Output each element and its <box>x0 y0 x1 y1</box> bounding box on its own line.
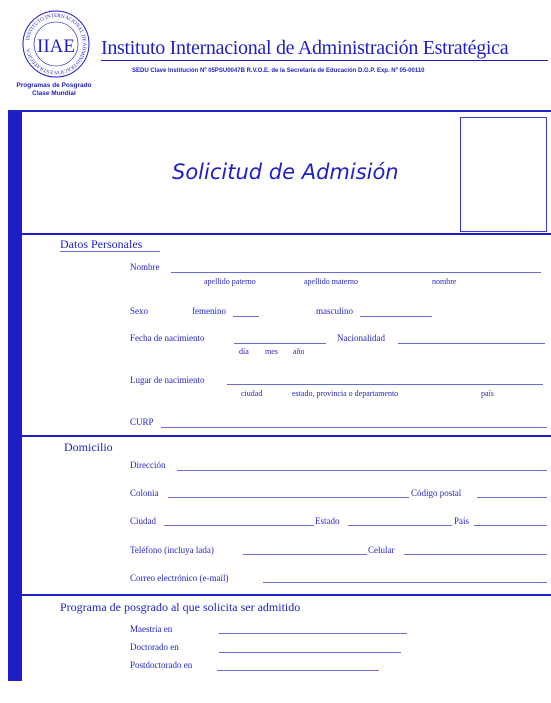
sexo-label: Sexo <box>130 306 148 316</box>
fecha-sub-ano: año <box>293 347 305 356</box>
ciudad-label: Ciudad <box>130 516 156 526</box>
nombre-sub-nombre: nombre <box>432 277 457 286</box>
fecha-sub-dia: día <box>239 347 249 356</box>
correo-field[interactable] <box>263 582 547 583</box>
masculino-label: masculino <box>316 306 353 316</box>
institution-logo <box>18 6 94 82</box>
correo-label: Correo electrónico (e-mail) <box>130 573 229 583</box>
masculino-field[interactable] <box>360 316 432 317</box>
telefono-label: Teléfono (incluya lada) <box>130 545 214 555</box>
colonia-label: Colonia <box>130 488 159 498</box>
top-rule <box>22 110 551 112</box>
lugar-sub-ciudad: ciudad <box>241 389 263 398</box>
doctorado-field[interactable] <box>219 652 401 653</box>
tagline-programs: Programas de Posgrado <box>16 82 92 89</box>
femenino-field[interactable] <box>233 316 259 317</box>
section-heading-programa: Programa de posgrado al que solicita ser admitido <box>60 600 301 614</box>
tagline-class: Clase Mundial <box>32 90 76 97</box>
lugar-sub-estado: estado, provincia o departamento <box>292 389 399 398</box>
nombre-label: Nombre <box>130 262 160 272</box>
lugar-sub-pais: país <box>481 389 494 398</box>
direccion-field[interactable] <box>177 470 547 471</box>
telefono-field[interactable] <box>243 554 367 555</box>
section-rule-domicilio <box>22 435 551 437</box>
curp-label: CURP <box>130 417 154 427</box>
fecha-sub-mes: mes <box>265 347 278 356</box>
celular-label: Celular <box>368 545 395 555</box>
nacionalidad-label: Nacionalidad <box>337 333 385 343</box>
codigo-postal-field[interactable] <box>477 497 547 498</box>
section-heading-domicilio: Domicilio <box>64 440 113 454</box>
postdoctorado-field[interactable] <box>217 670 379 671</box>
form-title: Solicitud de Admisión <box>172 160 399 184</box>
estado-field[interactable] <box>348 525 452 526</box>
section-heading-personal: Datos Personales <box>60 237 143 251</box>
svg-text:INSTITUTO INTERNACIONAL DE ADM: INSTITUTO INTERNACIONAL DE ADMINISTRACIÓN ESTRATÉGICA <box>25 12 88 76</box>
header-rule <box>101 60 548 61</box>
accreditation-line: SEDU Clave Institución Nº 05PSU0047B R.V.O.E. de la Secretaría de Educación D.G.P. Exp. Nº 05-00110 <box>132 68 425 74</box>
section-heading-underline <box>60 251 160 252</box>
femenino-label: femenino <box>192 306 226 316</box>
direccion-label: Dirección <box>130 460 166 470</box>
institution-name: Instituto Internacional de Administración Estratégica <box>101 37 509 59</box>
curp-field[interactable] <box>161 427 547 428</box>
colonia-field[interactable] <box>168 497 409 498</box>
postdoctorado-label: Postdoctorado en <box>130 660 193 670</box>
nombre-field[interactable] <box>171 272 541 273</box>
maestria-field[interactable] <box>219 633 407 634</box>
pais-field[interactable] <box>474 525 547 526</box>
codigo-postal-label: Código postal <box>411 488 462 498</box>
maestria-label: Maestría en <box>130 624 173 634</box>
lugar-label: Lugar de nacimiento <box>130 375 205 385</box>
nombre-sub-apellido-materno: apellido materno <box>304 277 358 286</box>
section-rule-programa <box>22 594 551 596</box>
nombre-sub-apellido-paterno: apellido paterno <box>204 277 256 286</box>
section-rule-personal <box>22 233 551 235</box>
lugar-field[interactable] <box>227 384 543 385</box>
fecha-field[interactable] <box>234 343 326 344</box>
sidebar-accent-bar <box>8 110 22 681</box>
nacionalidad-field[interactable] <box>398 343 545 344</box>
photo-box <box>460 117 547 232</box>
estado-label: Estado <box>315 516 340 526</box>
pais-label: País <box>454 516 470 526</box>
doctorado-label: Doctorado en <box>130 642 179 652</box>
fecha-label: Fecha de nacimiento <box>130 333 205 343</box>
ciudad-field[interactable] <box>164 525 314 526</box>
svg-text:IIAE: IIAE <box>37 36 75 57</box>
celular-field[interactable] <box>404 554 547 555</box>
